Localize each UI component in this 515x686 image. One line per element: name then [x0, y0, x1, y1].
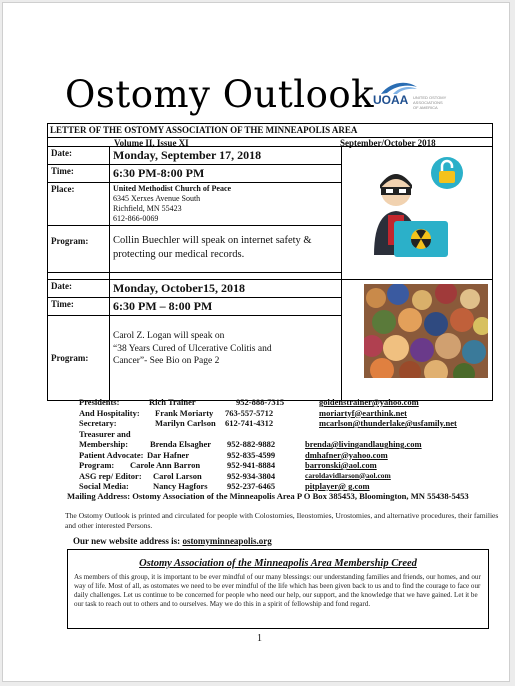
- newsletter-title: Ostomy Outlook: [65, 73, 375, 116]
- meeting1-date: Monday, September 17, 2018: [110, 147, 342, 165]
- contact-row: [47, 429, 497, 440]
- website-link[interactable]: ostomyminneapolis.org: [182, 536, 272, 546]
- contact-email[interactable]: dmhafner@yahoo.com: [305, 449, 388, 460]
- contact-email[interactable]: mcarlson@thunderlake@usfamily.net: [319, 418, 457, 428]
- contact-name: Nancy Hagfors: [153, 481, 208, 491]
- contact-name: Carol Larson: [153, 470, 202, 481]
- hacker-illustration: [372, 155, 468, 259]
- uoaa-logo: [373, 81, 448, 109]
- creed-title: Ostomy Association of the Minneapolis Area Membership Creed: [139, 558, 417, 569]
- meeting2-program: [110, 316, 342, 401]
- website-label: Our new website address is:: [73, 536, 181, 546]
- contact-role: Presidents:: [79, 397, 120, 407]
- meeting1-time: 6:30 PM-8:00 PM: [110, 165, 342, 183]
- place-address1: 6345 Xerxes Avenue South: [113, 194, 201, 203]
- website-line: [73, 536, 272, 546]
- meeting2-program-label: Program:: [48, 316, 110, 401]
- contact-row: [47, 450, 497, 461]
- contact-row: [47, 460, 497, 471]
- contact-phone: 612-741-4312: [225, 418, 274, 428]
- logo-text: UOAA: [373, 93, 409, 107]
- meeting1-program: Collin Buechler will speak on internet safety & protecting our medical records.: [110, 226, 342, 273]
- contact-row: [47, 397, 497, 408]
- contact-row: [47, 481, 497, 492]
- contact-name: Frank Moriarty: [155, 407, 214, 418]
- meeting1-place: [110, 183, 342, 226]
- contact-phone: 952-941-8884: [227, 460, 276, 470]
- meeting2-program-line3: Cancer”- See Bio on Page 2: [113, 356, 220, 366]
- contact-phone: 952-237-6465: [227, 481, 276, 491]
- meeting2-program-line2: “38 Years Cured of Ulcerative Colitis and: [113, 343, 272, 354]
- contact-email[interactable]: brenda@livingandlaughing.com: [305, 439, 422, 449]
- contact-name: Dar Hafner: [147, 449, 190, 460]
- meeting1-time-label: Time:: [48, 165, 110, 183]
- contact-role: Membership:: [79, 439, 129, 449]
- contact-role: Treasurer and: [79, 428, 131, 439]
- meeting1-place-label: Place:: [48, 183, 110, 226]
- mailing-address: Mailing Address: Ostomy Association of the Minneapolis Area P O Box 385453, Bloomington, MN 55438-5453: [67, 491, 469, 501]
- contact-email[interactable]: caroldavidlarson@aol.com: [305, 470, 391, 480]
- contact-role: And Hospitality:: [79, 407, 140, 418]
- contact-name: Rich Trainer: [149, 397, 196, 407]
- meeting2-date-label: Date:: [48, 280, 110, 298]
- contact-name: Marilyn Carlson: [155, 418, 216, 428]
- meeting1-date-row: [48, 147, 493, 165]
- contact-phone: 952-835-4599: [227, 449, 276, 460]
- contact-role: Secretary:: [79, 418, 117, 428]
- meeting1-date-label: Date:: [48, 147, 110, 165]
- meeting2-time: 6:30 PM – 8:00 PM: [110, 298, 342, 316]
- contact-email[interactable]: barronski@aol.com: [305, 460, 377, 470]
- crowd-photo: [364, 284, 488, 378]
- contact-row: [47, 439, 497, 450]
- officer-contacts: [47, 397, 497, 492]
- meeting2-date: Monday, October15, 2018: [110, 280, 342, 298]
- contact-phone: 952-882-9882: [227, 439, 276, 449]
- contact-name: Carole Ann Barron: [130, 460, 201, 470]
- meeting2-date-row: [48, 280, 493, 298]
- intro-paragraph: The Ostomy Outlook is printed and circulated for people with Colostomies, Ileostomies, Urostomies, and alternative procedures, their families and other interested Persons.: [65, 511, 499, 530]
- contact-role: ASG rep/ Editor:: [79, 470, 142, 481]
- contact-row: [47, 418, 497, 429]
- page-number: 1: [257, 633, 262, 644]
- header-line: LETTER OF THE OSTOMY ASSOCIATION OF THE MINNEAPOLIS AREA: [47, 123, 493, 138]
- meetings-table: [47, 146, 493, 401]
- contact-phone: 952-934-3804: [227, 470, 276, 481]
- volume-issue: Volume II, Issue XI: [114, 138, 189, 148]
- logo-subtext: UNITED OSTOMY ASSOCIATIONS OF AMERICA: [413, 95, 447, 110]
- contact-email[interactable]: moriartyf@earthink.net: [319, 407, 407, 418]
- contact-role: Social Media:: [79, 481, 129, 491]
- place-address2: Richfield, MN 55423: [113, 204, 182, 213]
- contact-email[interactable]: pitplayer@ g.com: [305, 481, 370, 491]
- contact-email[interactable]: goldenstrainer@yahoo.com: [319, 397, 419, 407]
- hacker-illustration-cell: [342, 147, 493, 280]
- contact-phone: 952-888-7315: [236, 397, 285, 407]
- issue-date: September/October 2018: [340, 138, 436, 148]
- place-name: United Methodist Church of Peace: [113, 184, 232, 193]
- contact-row: [47, 408, 497, 419]
- contact-role: Program:: [79, 460, 115, 470]
- contact-row: [47, 471, 497, 482]
- contact-phone: 763-557-5712: [225, 407, 274, 418]
- contact-name: Brenda Elsagher: [150, 439, 212, 449]
- membership-creed-box: [67, 549, 489, 629]
- newsletter-page: [2, 2, 510, 682]
- crowd-photo-cell: [342, 280, 493, 401]
- place-phone: 612-866-0069: [113, 214, 159, 223]
- creed-body: As members of this group, it is important to be ever mindful of our many blessings: our understanding families and friends, our homes, and our way of life. Most of all, as ostomates we need to be ever mindful of the life which has been given back to us and to find the courage to face our daily challenges. Let us continue to be concerned for people who need our help, our support, and the knowledge that we have gained. Let it be our task to reach out to others and to ourselves. May we do this in a spirit of fellowship and fond regard.: [74, 573, 481, 609]
- meeting2-program-line1: Carol Z. Logan will speak on: [113, 331, 225, 341]
- contact-role: Patient Advocate:: [79, 449, 144, 460]
- meeting2-time-label: Time:: [48, 298, 110, 316]
- meeting1-program-label: Program:: [48, 226, 110, 273]
